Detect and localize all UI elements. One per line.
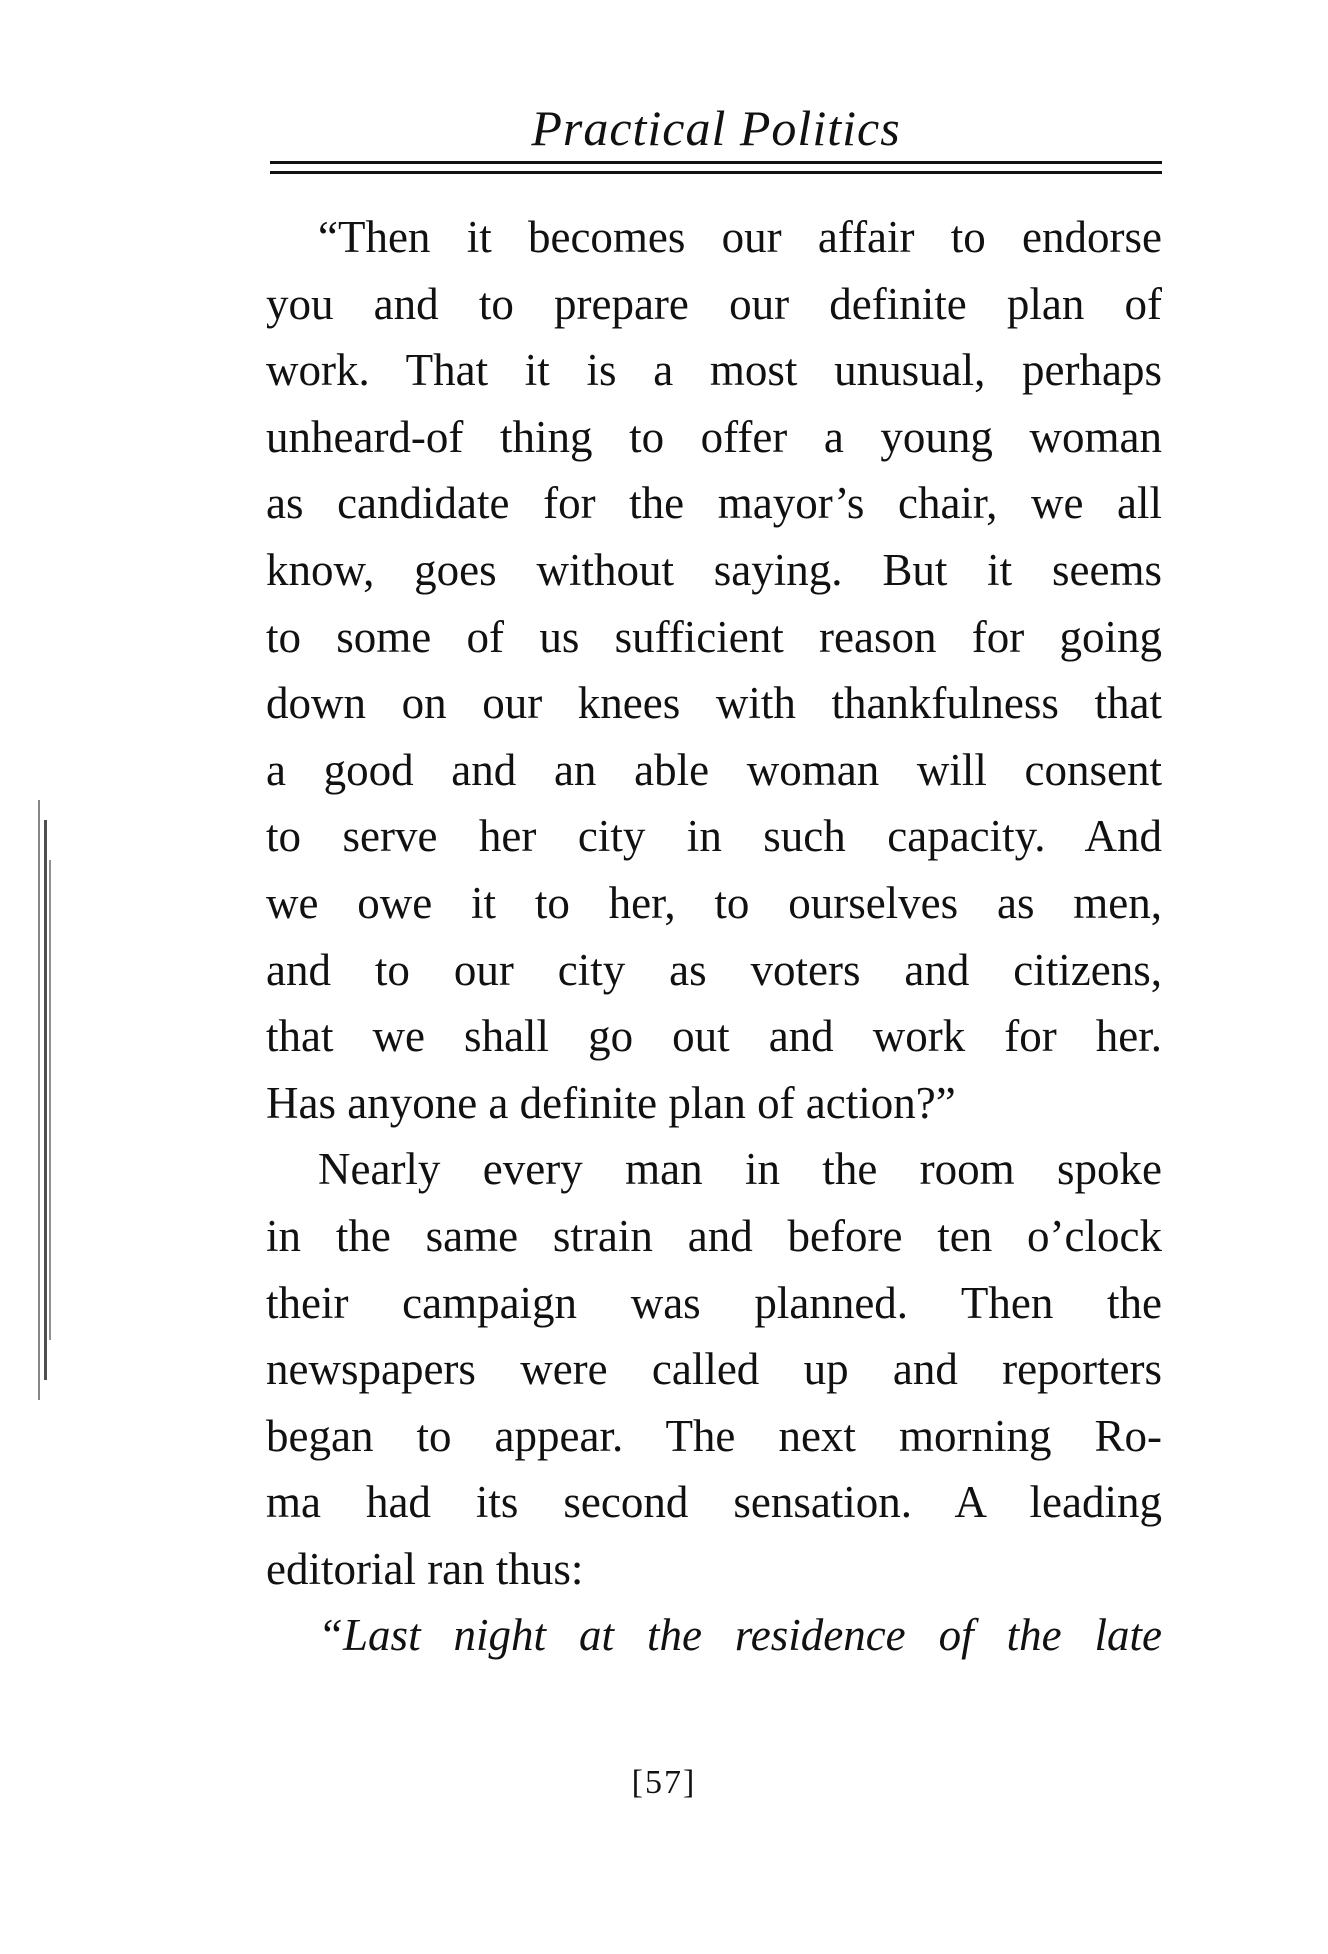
text-line: to serve her city in such capacity. And <box>266 811 1162 862</box>
text-line: their campaign was planned. Then the <box>266 1277 1162 1328</box>
text-line: we owe it to her, to ourselves as men, <box>266 877 1162 928</box>
text-line: as candidate for the mayor’s chair, we all <box>266 478 1162 529</box>
header-rule-top <box>270 161 1162 164</box>
text-line: ma had its second sensation. A leading <box>266 1477 1162 1528</box>
text-line: Has anyone a definite plan of action?” <box>266 1077 956 1128</box>
running-head: Practical Politics <box>531 100 901 156</box>
text-line: work. That it is a most unusual, perhaps <box>266 345 1162 396</box>
text-line: unheard-of thing to offer a young woman <box>266 411 1162 462</box>
paragraph-quoted-editorial <box>266 1602 1162 1669</box>
text-line: began to appear. The next morning Ro- <box>266 1410 1162 1461</box>
text-line: in the same strain and before ten o’clock <box>266 1210 1162 1261</box>
text-line: know, goes without saying. But it seems <box>266 544 1162 595</box>
text-line: “Last night at the residence of the late <box>318 1610 1162 1661</box>
text-line: that we shall go out and work for her. <box>266 1011 1162 1062</box>
paragraph <box>266 204 1162 1136</box>
text-line: and to our city as voters and citizens, <box>266 944 1162 995</box>
text-line: you and to prepare our definite plan of <box>266 278 1162 329</box>
paragraph <box>266 1136 1162 1602</box>
text-line: down on our knees with thankfulness that <box>266 678 1162 729</box>
binding-edge-shadow <box>38 800 52 1400</box>
page-number: [57] <box>631 1764 697 1801</box>
text-line: “Then it becomes our affair to endorse <box>318 212 1162 262</box>
text-line: newspapers were called up and reporters <box>266 1344 1162 1395</box>
text-line: a good and an able woman will consent <box>266 744 1162 795</box>
text-line: to some of us sufficient reason for going <box>266 611 1162 662</box>
text-line: editorial ran thus: <box>266 1543 584 1594</box>
header-rule-bottom <box>270 171 1162 174</box>
text-line: Nearly every man in the room spoke <box>318 1144 1162 1195</box>
body-text <box>266 204 1162 1669</box>
